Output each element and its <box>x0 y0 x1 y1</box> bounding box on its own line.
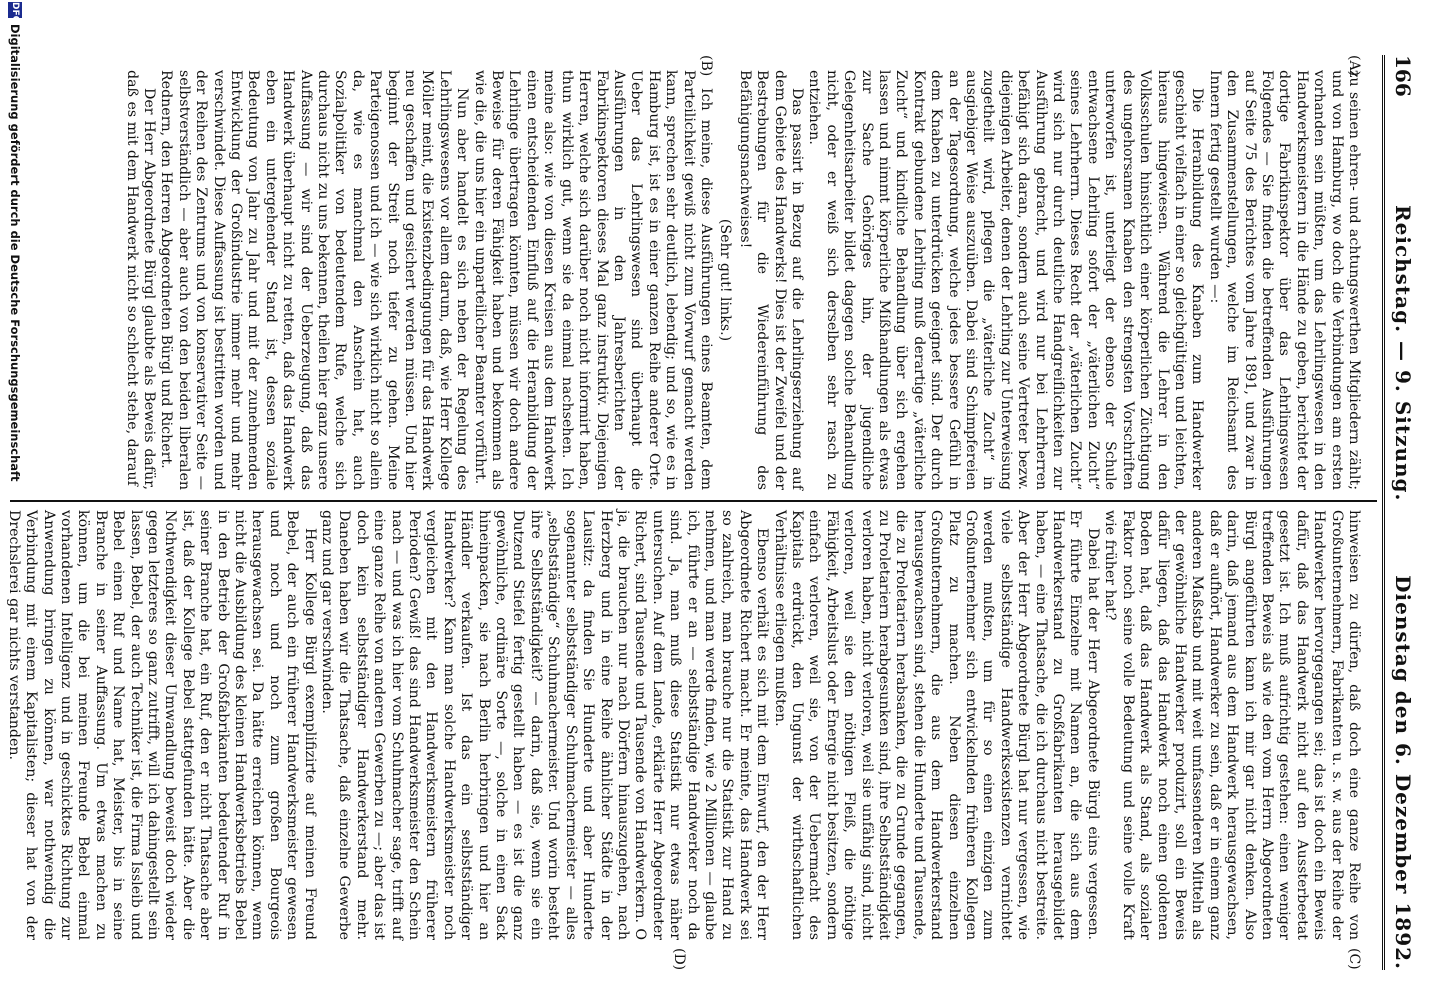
dfg-logo: DFG <box>10 2 20 24</box>
digitization-footer <box>0 0 26 1000</box>
funding-note: Digitalisierung gefördert durch die Deutsche Forschungsgemeinschaft <box>8 24 22 482</box>
paragraph: Ich meine, diese Ausführungen eines Beamten, dem Parteilichkeit gewiß nicht zum Vorwurf gemacht werden kann, sprechen sehr deutlich, lebendig; und so, wie es in Hamburg ist, ist es in einer ganzen Reihe anderer Orte. Ueber das Lehrlingswesen sind überhaupt die Ausführungen in den Jahresberichten der Fabrikinspektoren dieses Mal ganz instruktiv. Diejenigen Herren, welche sich darüber noch nicht informirt haben, thun wirklich gut, wenn sie da einmal nachsehen. Ich meine also: wie von diesen Kreisen aus dem Handwerk einen entscheidenden Einfluß auf die Heranbildung der Lehrlinge übertragen könnten, müssen wir doch andere Beweise für deren Fähigkeit haben und bekommen als wie die, die uns hier ein unparteilicher Beamter vorführt. <box>471 70 714 490</box>
paragraph: Herr Kollege Bürgl exemplifizirte auf meinen Freund Bebel, der auch ein früherer Handwerksmeister gewesen und noch und noch zum großen Bourgeois herausgewachsen sei. Da hätte erreichen können, wenn nicht die Ausbildung des kleinen Handwerksbetriebs Bebel in den Betrieb der Großfabrikanten bedeutender Ruf in seiner Branche hat, ein Ruf, den er nicht Thatsache aber ist, daß der Kollege Bebel stattgefunden hätte. Aber die Nothwendigkeit dieser Umwandlung beweist doch wieder gegen letzteres so ganz zutrifft, will ich dahingestellt sein lassen, Bebel, der auch Techniker ist, die Firma Issleib und Bebel einen Ruf und Name hat, Meister, bis in seine Branche in seiner Auffassung. Um etwas machen zu können, um die bei meinen Freunde Bebel einmal vorhandenen Intelligenz und in geschicktes Richtung zur Anwendung bringen zu können, war nothwendig die Verbindung mit einem Kapitalisten; dieser hat von der Drechslerei gar nichts verstanden. <box>5 510 318 940</box>
margin-mark-d: (D) <box>671 948 687 971</box>
paragraph: Ebenso verhält es sich mit dem Einwurf, den der Herr Abgeordnete Richert macht. Er meinte, das Handwerk sei so zahlreich, man brauche nur die Statistik zur Hand zu nehmen, und man werde finden, wie 2 Millionen — glaube ich, führte er an — selbstständige Handwerker noch da sind. Ja, man muß diese Statistik nur etwas näher untersuchen. Auf dem Lande, erklärte Herr Abgeordneter Richert, sind Tausende und Tausende von Handwerkern. O ja, die brauchen nur nach Dörfern hinauszugehen, nach Herzberg und in eine Reihe ähnlicher Städte in der Lausitz: da finden Sie Hunderte und aber Hunderte sogenannter selbstständiger Schuhmachermeister — alles „selbstständige“ Schuhmachermeister. Und worin besteht ihre Selbstständigkeit? — darin, daß sie, wenn sie ein Dutzend Stiefel fertig gestellt haben — es ist die ganz gewöhnliche, ordinäre Sorte —, solche in einen Sack hineinpacken, sie nach Berlin herbringen und hier an Händler verkaufen. Ist das ein selbstständiger Handwerker? Kann man solche Handwerksmeister noch vergleichen mit den Handwerksmeistern früherer Perioden? Gewiß! das sind Handwerksmeister den Schein nach — und was ich hier vom Schuhmacher sage, trifft auf eine ganze Reihe von anderen Gewerben zu —; aber das ist doch kein selbstständiger Handwerkerstand mehr. Daneben haben wir die Thatsache, daß einzelne Gewerbe ganz und gar verschwinden. <box>319 510 771 940</box>
interjection: (Sehr gut! links.) <box>717 218 734 342</box>
paragraph: Die Heranbildung des Knaben zum Handwerker geschieht vielfach in einer so gleichgültigen und leichten, hieraus hingewiesen. Während die Lehrer in den Volksschulen hinsichtlich einer körperlichen Züchtigung des ungehorsamen Knaben den strengsten Vorschriften unterworfen ist, unterliegt der ebenso der Schule entwachsene Lehrling sofort der „väterlichen Zucht“ seines Lehrherrn. Dieses Recht der „väterlichen Zucht“ wird sich nur durch deutliche Handgreiflichkeiten zur Ausführung gebracht, und wird nur bei Lehrherren befähigt sich daran, sondern auch seine Vertreter bezw. diejenigen Arbeiter, denen der Lehrling zur Unterweisung zugetheilt wird, pflegen die „väterliche Zucht“ in ausgiebiger Weise auszuüben. Dabei sind Schimpfereien an der Tagesordnung, welche jedes bessere Gefühl in dem Knaben zu unterdrücken geeignet sind. Der durch Kontrakt gebundene Lehrling muß derartige „väterliche Zucht“ und kindliche Behandlung über sich ergehen lassen und nimmt körperliche Mißhandlungen als etwas zur Sache Gehöriges hin, der jugendliche Gelegenheitsarbeiter bildet dagegen solche Behandlung nicht, oder er weiß sich derselben sehr rasch zu entziehen. <box>806 70 1206 490</box>
session-title: Reichstag. — 9. Sitzung. <box>1391 205 1415 502</box>
margin-mark-b: (B) <box>698 55 714 77</box>
paragraph: zu seinen ehren- und achtungswerthen Mitgliedern zählt; und von Hamburg, wo doch die Verbindungen am ersten vorhanden sein müßten, um das Lehrlingswesen in den Handwerksmeistern in die Hände zu geben, berichtet der dortige Fabrikinspektor über das Lehrlingswesen Folgendes — Sie finden die betreffenden Ausführungen auf Seite 75 des Berichtes vom Jahre 1891, und zwar in den Zusammenstellungen, welche im Reichsamt des Innern fertig gestellt wurden —: <box>1206 70 1362 490</box>
paragraph: Nun aber handelt es sich neben der Regelung des Lehrlingswesens vor allem darum, daß, wie Herr Kollege Möller meint, die Existenzbedingungen für das Handwerk neu geschaffen und gesichert werden müssen. Und hier beginnt der Streit noch tiefer zu gehen. Meine Parteigenossen und ich — wie sich wirklich nicht so allein da, wie es manchmal den Anschein hat, auch Sozialpolitiker von bedeutendem Rufe, welche sich durchaus nicht zu uns bekennen, theilen hier ganz unsere Auffassung — wir sind der Ueberzeugung, daß das Handwerk überhaupt nicht zu retten, daß das Handwerk eben ein untergehender Stand ist, dessen soziale Bedeutung von Jahr zu Jahr und mit der zunehmenden Entwicklung der Großindustrie immer mehr und mehr verschwindet. Diese Auffassung ist bestritten worden und der Reihen des Zentrums und von konservativer Seite — selbstverständlich — aber auch von den beiden liberalen Rednern, den Herren Abgeordneten Bürgl und Richert. <box>158 70 471 490</box>
page-number: 166 <box>1391 55 1415 97</box>
column-divider <box>10 500 1377 502</box>
paragraph: hinweisen zu dürfen, daß doch eine ganze Reihe von Großunternehmern, Fabrikanten u. s. w. aus der Reihe der Handwerker hervorgegangen sei; das ist doch ein Beweis dafür, daß das Handwerk nicht auf den Aussterbeetat gesetzt ist. Ich muß aufrichtig gestehen: einen weniger treffenden Beweis als wie den vom Herrn Abgeordneten Bürgl angeführten kann ich mir gar nicht denken. Also darin, daß jemand aus dem Handwerk herausgewachsen, daß er aufhört, Handwerker zu sein, daß er in einem ganz anderen Maßstab und mit weit umfassenderen Mitteln als der gewöhnliche Handwerker produzirt, soll ein Beweis dafür liegen, daß das Handwerk noch einen goldenen Boden hat, daß das Handwerk als Stand, als sozialer Faktor noch seine volle Bedeutung und seine volle Kraft wie früher hat? <box>1102 510 1362 940</box>
paragraph: Der Herr Abgeordnete Bürgl glaubte als Beweis dafür, daß es mit dem Handwerk nicht so schlecht stehe, darauf <box>123 70 157 490</box>
running-head <box>1382 55 1417 970</box>
left-column <box>12 70 1362 490</box>
margin-mark-a: (A) <box>1346 55 1362 77</box>
right-column <box>5 510 1362 940</box>
paragraph: Das passirt in Bezug auf die Lehrlingserziehung auf dem Gebiete des Handwerks! Dies ist der Zweifel und der Bestrebungen für die Wiedereinführung des Befähigungsnachweises! <box>736 70 805 490</box>
session-date: Dienstag den 6. Dezember 1892. <box>1391 575 1415 970</box>
paragraph: Dabei hat der Herr Abgeordnete Bürgl eins vergessen. Er führte Einzelne mit Namen an, die sich aus dem Handwerkerstand zu Großfabrikanten herausgebildet haben, — eine Thatsache, die ich durchaus nicht bestreite. Aber der Herr Abgeordnete Bürgl hat nur vergessen, wie viele selbstständige Handwerksexistenzen vernichtet werden mußten, um für so einen einzigen zum Großunternehmer sich entwickelnden früheren Kollegen Platz zu machen. Neben diesen einzelnen Großunternehmern, die aus dem Handwerkerstand herausgewachsen sind, stehen die Hunderte und Tausende, die zu Proletariern herabsanken, die zu Grunde gegangen, zu Proletariern herabgesunken sind, ihre Selbstständigkeit verloren haben, nicht verloren, weil sie unfähig sind, nicht verloren, weil sie den nöthigen Fleiß, die nöthige Fähigkeit, Arbeitslust oder Energie nicht besitzen, sondern einfach verloren, weil sie, von der Uebermacht des Kapitals erdrückt, den Ungunst der wirthschaftlichen Verhältnisse erliegen mußten. <box>771 510 1101 940</box>
margin-mark-c: (C) <box>1346 948 1362 970</box>
